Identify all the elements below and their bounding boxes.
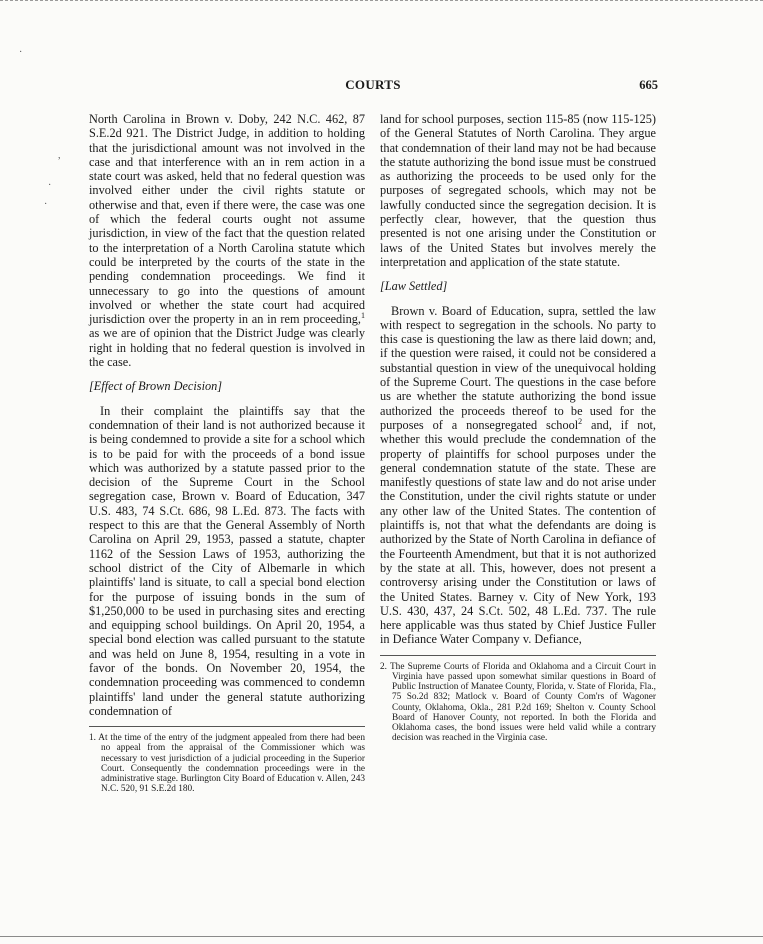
footnote-1: 1. At the time of the entry of the judgment appealed from there had been no appeal from the appraisal of the Commissioner which was necessary to vest jurisdiction of a judicial proceeding in the Superior Court. Consequently the condemnation proceedings were in the administrative stage. Burlington City Board of Education v. Allen, 243 N.C. 520, 91 S.E.2d 180. bbox=[89, 733, 365, 795]
footnote-ref-2: 2 bbox=[578, 416, 583, 426]
top-edge-rule bbox=[0, 0, 763, 1]
right-column bbox=[380, 112, 656, 743]
margin-speck: , bbox=[58, 150, 61, 161]
footnote-divider bbox=[380, 655, 656, 656]
margin-speck: · bbox=[19, 47, 23, 58]
running-head: COURTS bbox=[345, 77, 401, 92]
bottom-edge-rule bbox=[0, 936, 763, 937]
right-paragraph-2: Brown v. Board of Education, supra, settled the law with respect to segregation in the schools. No party to this case is questioning the law as there laid down; and, if the question were raised, it could not be considered a substantial question in view of the unequivocal holding of the Supreme Court. The questions in the case before us are whether the statute authorizing the bond issue authorized the proceeds thereof to be used for the purposes of a nonsegregated school$^2$ and, if not, whether this would preclude the condemnation of the property of plaintiffs for school purposes under the general condemnation statute of the state. These are manifestly questions of state law and do not arise under the Constitution, under the civil rights statute or under any other law of the United States. The contention of plaintiffs is, not that what the defendants are doing is authorized by the State of North Carolina in defiance of the Fourteenth Amendment, but that it is not authorized by the state at all. This, however, does not present a controversy arising under the Constitution or laws of the United States. Barney v. City of New York, 193 U.S. 430, 437, 24 S.Ct. 502, 48 L.Ed. 737. The rule here applicable was thus stated by Chief Justice Fuller in Defiance Water Company v. Defiance, bbox=[380, 303, 656, 647]
section-heading-effect-of-brown: [Effect of Brown Decision] bbox=[89, 379, 223, 394]
section-heading-law-settled: [Law Settled] bbox=[380, 279, 448, 294]
left-column bbox=[89, 112, 365, 794]
margin-speck: · bbox=[48, 180, 52, 191]
left-paragraph-1: North Carolina in Brown v. Doby, 242 N.C. 462, 87 S.E.2d 921. The District Judge, in addition to holding that the jurisdictional amount was not involved in the case and that interference with an in rem action in a state court was asked, held that no federal question was involved either under the civil rights statute or otherwise and that, even if there were, the case was one of which the federal courts ought not assume jurisdiction, in view of the fact that the question related to the interpretation of a North Carolina statute which could be interpreted by the courts of the state in the pending condemnation proceedings. We find it unnecessary to go into the questions of amount involved or whether the state court had acquired jurisdiction over the property in an in rem proceeding,$^1$ as we are of opinion that the District Judge was clearly right in holding that no federal question is involved in the case. bbox=[89, 112, 365, 370]
right-paragraph-1: land for school purposes, section 115-85 (now 115-125) of the General Statutes of North Carolina. They argue that condemnation of their land may not be had because the statute authorizing the bond issue must be construed as authorizing the proceeds to be used only for the purposes of segregated schools, which may not be lawfully conducted since the segregation decision. It is perfectly clear, however, that the question thus presented is not one arising under the Constitution or laws of the United States but involves merely the interpretation and application of the state statute. bbox=[380, 112, 656, 269]
footnote-divider bbox=[89, 726, 365, 727]
footnote-2: 2. The Supreme Courts of Florida and Oklahoma and a Circuit Court in Virginia have passed upon somewhat similar questions in Board of Public Instruction of Manatee County, Florida, v. State of Florida, Fla., 75 So.2d 832; Matlock v. Board of County Com'rs of Wagoner County, Oklahoma, Okla., 281 P.2d 169; Shelton v. County School Board of Hanover County, not reported. In both the Florida and Oklahoma cases, the bond issues were held valid while a contrary decision was reached in the Virginia case. bbox=[380, 661, 656, 744]
margin-speck: · bbox=[44, 199, 48, 210]
footnote-ref-1: 1 bbox=[361, 311, 365, 321]
page-header bbox=[88, 77, 658, 95]
left-paragraph-2: In their complaint the plaintiffs say that the condemnation of their land is not authorized because it is being condemned to provide a site for a school which is to be paid for with the proceeds of a bond issue which was authorized by a statute passed prior to the decision of the Supreme Court in the School segregation case, Brown v. Board of Education, 347 U.S. 483, 74 S.Ct. 686, 98 L.Ed. 873. The facts with respect to this are that the General Assembly of North Carolina on April 29, 1953, passed a statute, chapter 1162 of the Session Laws of 1953, authorizing the school district of the City of Albemarle in which plaintiffs' land is situate, to call a special bond election for the purpose of issuing bonds in the sum of $1,250,000 to be used in purchasing sites and erecting and equipping school buildings. On April 20, 1954, a special bond election was called pursuant to the statute and was held on June 8, 1954, resulting in a vote in favor of the bonds. On November 20, 1954, the condemnation proceeding was commenced to condemn plaintiffs' land under the general statute authorizing condemnation of bbox=[89, 403, 365, 718]
page-number: 665 bbox=[639, 78, 658, 92]
